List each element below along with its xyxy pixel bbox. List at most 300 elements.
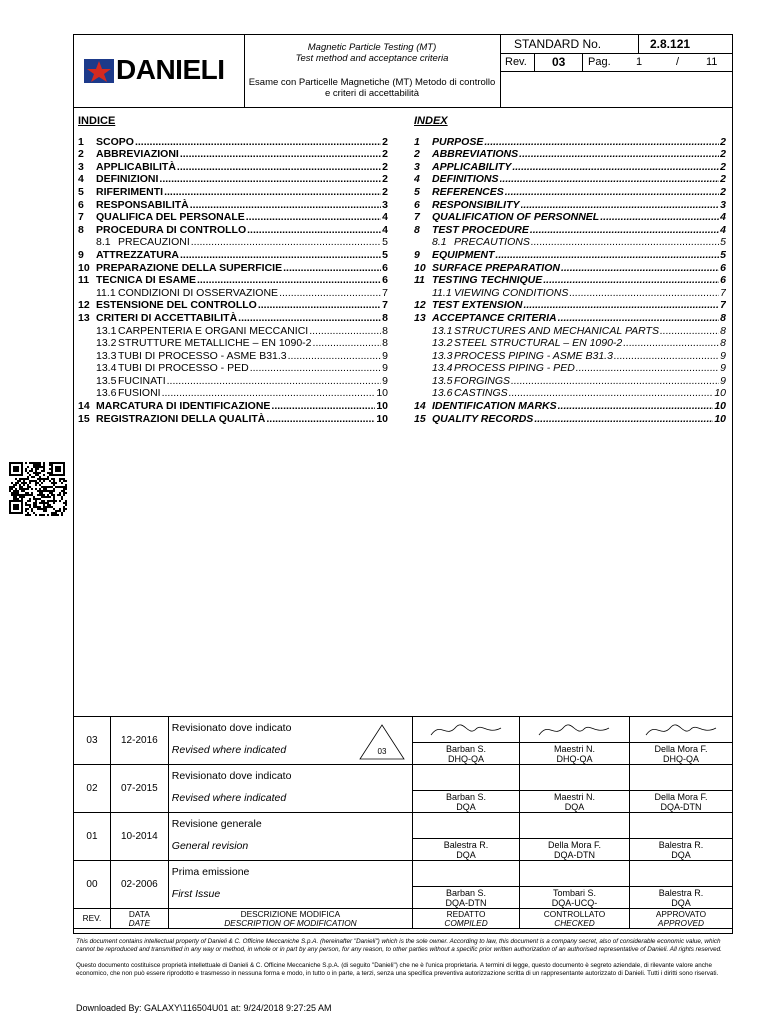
toc-page: 6 bbox=[382, 274, 388, 287]
toc-number: 13.5 bbox=[96, 374, 117, 387]
toc-page: 10 bbox=[376, 400, 388, 413]
toc-label: MARCATURA DI IDENTIFICAZIONE bbox=[96, 400, 271, 413]
revision-row bbox=[74, 717, 733, 743]
signatory-dept: DHQ-QA bbox=[556, 753, 593, 764]
toc-label: EQUIPMENT bbox=[432, 248, 495, 261]
toc-item[interactable] bbox=[78, 249, 388, 262]
toc-number: 4 bbox=[414, 173, 420, 186]
toc-number: 8.1 bbox=[432, 236, 447, 249]
toc-page: 8 bbox=[382, 337, 388, 350]
toc-leader-dots bbox=[623, 337, 719, 350]
signatory-name: Della Mora F. bbox=[547, 839, 601, 850]
toc-item[interactable] bbox=[78, 161, 388, 174]
toc-subitem[interactable] bbox=[78, 350, 388, 363]
toc-label: IDENTIFICATION MARKS bbox=[432, 400, 557, 413]
toc-label: PROCESS PIPING - ASME B31.3 bbox=[454, 349, 613, 362]
toc-page: 4 bbox=[720, 211, 726, 224]
toc-subitem[interactable] bbox=[414, 236, 726, 249]
rev-desc-en: General revision bbox=[171, 840, 249, 852]
toc-number: 14 bbox=[78, 400, 90, 413]
toc-leader-dots bbox=[246, 211, 381, 224]
toc-item[interactable] bbox=[414, 161, 726, 174]
toc-label: SCOPO bbox=[96, 135, 134, 148]
toc-item[interactable] bbox=[414, 262, 726, 275]
revision-table bbox=[73, 716, 733, 929]
toc-page: 4 bbox=[720, 223, 726, 236]
toc-label: FUSIONI bbox=[118, 387, 161, 400]
toc-label: ATTREZZATURA bbox=[96, 248, 180, 261]
toc-page: 10 bbox=[714, 387, 726, 400]
col-desc-it: DESCRIZIONE MODIFICA bbox=[240, 908, 341, 919]
toc-item[interactable] bbox=[414, 224, 726, 237]
toc-subitem[interactable] bbox=[414, 337, 726, 350]
rev-label: Rev. bbox=[505, 56, 527, 68]
toc-page: 2 bbox=[382, 185, 388, 198]
toc-item[interactable] bbox=[78, 211, 388, 224]
toc-leader-dots bbox=[247, 224, 381, 237]
toc-number: 13.2 bbox=[96, 337, 117, 350]
toc-number: 9 bbox=[78, 248, 84, 261]
comp-signature bbox=[413, 717, 520, 743]
toc-number: 13.5 bbox=[432, 374, 453, 387]
comp-signature bbox=[413, 765, 520, 791]
app-signature bbox=[629, 861, 732, 887]
toc-page: 10 bbox=[376, 387, 388, 400]
rev-description bbox=[168, 813, 412, 861]
col-chk-it: CONTROLLATO bbox=[543, 908, 606, 919]
toc-leader-dots bbox=[660, 325, 719, 338]
col-approved bbox=[629, 909, 732, 929]
toc-number: 11 bbox=[414, 274, 425, 287]
signatory-name: Maestri N. bbox=[553, 743, 595, 754]
toc-page: 7 bbox=[720, 286, 726, 299]
toc-page: 10 bbox=[376, 412, 388, 425]
toc-label: PREPARAZIONE DELLA SUPERFICIE bbox=[96, 261, 283, 274]
chk-signature bbox=[520, 861, 630, 887]
signature-icon bbox=[524, 719, 624, 741]
toc-page: 6 bbox=[720, 274, 726, 287]
rev-description bbox=[168, 765, 412, 813]
toc-page: 5 bbox=[382, 236, 388, 249]
rev-desc-it: Revisione generale bbox=[171, 818, 262, 830]
toc-leader-dots bbox=[190, 199, 381, 212]
toc-item[interactable] bbox=[78, 312, 388, 325]
page-number: 1 bbox=[636, 56, 643, 68]
toc-number: 8.1 bbox=[96, 236, 111, 249]
toc-item[interactable] bbox=[78, 173, 388, 186]
signatory-dept: DQA-DTN bbox=[660, 801, 702, 812]
rev-desc-it: Revisionato dove indicato bbox=[171, 722, 292, 734]
rev-desc-en: Revised where indicated bbox=[171, 792, 287, 804]
toc-item[interactable] bbox=[414, 173, 726, 186]
toc-page: 8 bbox=[382, 324, 388, 337]
toc-leader-dots bbox=[167, 375, 382, 388]
rev-desc-it: Prima emissione bbox=[171, 866, 250, 878]
toc-leader-dots bbox=[558, 312, 720, 325]
toc-item[interactable] bbox=[78, 413, 388, 426]
toc-item[interactable] bbox=[414, 249, 726, 262]
rev-description bbox=[168, 861, 412, 909]
toc-item[interactable] bbox=[78, 148, 388, 161]
toc-item[interactable] bbox=[414, 312, 726, 325]
toc-page: 8 bbox=[720, 337, 726, 350]
toc-page: 9 bbox=[720, 349, 726, 362]
toc-page: 2 bbox=[720, 148, 726, 161]
toc-page: 2 bbox=[382, 173, 388, 186]
toc-page: 9 bbox=[382, 349, 388, 362]
toc-label: CARPENTERIA E ORGANI MECCANICI bbox=[118, 324, 309, 337]
toc-leader-dots bbox=[266, 413, 375, 426]
toc-number: 13.6 bbox=[432, 387, 453, 400]
toc-subitem[interactable] bbox=[414, 350, 726, 363]
toc-number: 6 bbox=[414, 198, 420, 211]
toc-number: 9 bbox=[414, 248, 420, 261]
disclaimer-english: This document contains intellectual property of Danieli & C. Officine Meccaniche S.p.A. (hereinafter "Danieli") which is the sole owner. According to law, this document is a company secret, also of considerable economic value, which cannot be reproduced and transmitted in any way or method, in whole or in part by any person, for any reason, to other parties without a specific prior written authorization of an authorised representative of Danieli. All rights reserved. bbox=[76, 938, 722, 953]
col-date bbox=[110, 909, 168, 929]
toc-item[interactable] bbox=[414, 400, 726, 413]
toc-leader-dots bbox=[309, 325, 381, 338]
toc-page: 4 bbox=[382, 211, 388, 224]
toc-page: 3 bbox=[720, 198, 726, 211]
toc-page: 2 bbox=[720, 160, 726, 173]
app-signatory bbox=[629, 743, 732, 765]
toc-page: 5 bbox=[382, 248, 388, 261]
app-signature bbox=[629, 717, 732, 743]
signatory-dept: DQA bbox=[671, 849, 691, 860]
col-chk-en: CHECKED bbox=[554, 917, 595, 928]
standard-label: STANDARD No. bbox=[514, 37, 602, 51]
app-signatory bbox=[629, 791, 732, 813]
signatory-dept: DQA-UCQ- bbox=[551, 897, 598, 908]
toc-item[interactable] bbox=[78, 136, 388, 149]
toc-page: 10 bbox=[714, 400, 726, 413]
rev-number: 00 bbox=[74, 861, 111, 909]
toc-label: TUBI DI PROCESSO - PED bbox=[118, 362, 249, 375]
toc-item[interactable] bbox=[78, 199, 388, 212]
toc-leader-dots bbox=[531, 236, 719, 249]
logo-cell bbox=[74, 35, 245, 107]
rev-date: 12-2016 bbox=[110, 717, 168, 765]
signatory-name: Balestra R. bbox=[658, 887, 704, 898]
toc-number: 15 bbox=[78, 412, 90, 425]
toc-item[interactable] bbox=[414, 211, 726, 224]
toc-item[interactable] bbox=[414, 299, 726, 312]
toc-subitem[interactable] bbox=[414, 287, 726, 300]
col-rev: REV. bbox=[74, 909, 111, 929]
toc-subitem[interactable] bbox=[78, 375, 388, 388]
title-it: Esame con Particelle Magnetiche (MT) Metodo di controllo e criteri di accettabilità bbox=[248, 77, 496, 99]
comp-signatory bbox=[413, 839, 520, 861]
title-en-line1: Magnetic Particle Testing (MT) bbox=[307, 42, 437, 53]
toc-leader-dots bbox=[250, 362, 381, 375]
toc-leader-dots bbox=[534, 413, 713, 426]
toc-number: 15 bbox=[414, 412, 426, 425]
toc-label: RIFERIMENTI bbox=[96, 185, 164, 198]
pag-label: Pag. bbox=[588, 56, 611, 68]
toc-label: CONDIZIONI DI OSSERVAZIONE bbox=[118, 286, 279, 299]
toc-leader-dots bbox=[279, 287, 381, 300]
toc-leader-dots bbox=[180, 249, 381, 262]
index-italian bbox=[78, 115, 388, 425]
toc-label: QUALIFICA DEL PERSONALE bbox=[96, 211, 245, 224]
revision-row bbox=[74, 813, 733, 839]
signatory-name: Della Mora F. bbox=[654, 791, 708, 802]
toc-number: 13.3 bbox=[96, 349, 117, 362]
toc-number: 2 bbox=[78, 148, 84, 161]
toc-list-it bbox=[78, 136, 388, 426]
toc-page: 5 bbox=[720, 236, 726, 249]
toc-page: 4 bbox=[382, 223, 388, 236]
signatory-name: Della Mora F. bbox=[654, 743, 708, 754]
signatory-name: Balestra R. bbox=[443, 839, 489, 850]
toc-page: 8 bbox=[382, 311, 388, 324]
toc-item[interactable] bbox=[414, 136, 726, 149]
toc-label: TEST EXTENSION bbox=[432, 299, 523, 312]
signatory-dept: DQA bbox=[456, 801, 476, 812]
toc-item[interactable] bbox=[414, 413, 726, 426]
index-heading-en: INDEX bbox=[414, 115, 448, 127]
rev-desc-en: First Issue bbox=[171, 888, 221, 900]
toc-item[interactable] bbox=[78, 224, 388, 237]
toc-subitem[interactable] bbox=[78, 337, 388, 350]
toc-leader-dots bbox=[512, 161, 719, 174]
toc-number: 8 bbox=[414, 223, 420, 236]
comp-signatory bbox=[413, 887, 520, 909]
rev-desc-en: Revised where indicated bbox=[171, 744, 287, 756]
toc-number: 3 bbox=[78, 160, 84, 173]
toc-label: PROCESS PIPING - PED bbox=[454, 362, 575, 375]
app-signatory bbox=[629, 839, 732, 861]
toc-label: QUALITY RECORDS bbox=[432, 412, 534, 425]
col-checked bbox=[520, 909, 630, 929]
toc-number: 11 bbox=[78, 274, 90, 287]
toc-label: TEST PROCEDURE bbox=[432, 223, 529, 236]
app-signatory bbox=[629, 887, 732, 909]
toc-label: SURFACE PREPARATION bbox=[432, 261, 560, 274]
toc-number: 13 bbox=[78, 311, 90, 324]
toc-subitem[interactable] bbox=[414, 387, 726, 400]
revision-triangle-icon bbox=[358, 723, 406, 761]
col-comp-en: COMPILED bbox=[444, 917, 488, 928]
toc-label: PURPOSE bbox=[432, 135, 484, 148]
toc-item[interactable] bbox=[414, 186, 726, 199]
comp-signatory bbox=[413, 791, 520, 813]
signatory-dept: DQA bbox=[564, 801, 585, 812]
logo-text: DANIELI bbox=[116, 54, 225, 85]
toc-number: 8 bbox=[78, 223, 84, 236]
col-app-it: APPROVATO bbox=[655, 908, 707, 919]
toc-item[interactable] bbox=[78, 400, 388, 413]
rev-description bbox=[168, 717, 412, 765]
toc-page: 7 bbox=[720, 299, 726, 312]
toc-label: STEEL STRUCTURAL – EN 1090-2 bbox=[454, 337, 623, 350]
document-header bbox=[74, 35, 732, 108]
toc-subitem[interactable] bbox=[78, 236, 388, 249]
toc-leader-dots bbox=[569, 287, 719, 300]
toc-page: 2 bbox=[720, 135, 726, 148]
toc-page: 7 bbox=[382, 286, 388, 299]
chk-signatory bbox=[520, 743, 630, 765]
toc-list-en bbox=[414, 136, 726, 426]
app-signature bbox=[629, 813, 732, 839]
toc-leader-dots bbox=[135, 136, 381, 149]
chk-signatory bbox=[520, 839, 630, 861]
toc-number: 13.3 bbox=[432, 349, 453, 362]
signatory-dept: DHQ-QA bbox=[448, 753, 485, 764]
signature-icon bbox=[416, 719, 516, 741]
toc-number: 2 bbox=[414, 148, 420, 161]
rev-number: 03 bbox=[74, 717, 111, 765]
col-desc-en: DESCRIPTION OF MODIFICATION bbox=[224, 917, 357, 928]
toc-number: 13.6 bbox=[96, 387, 117, 400]
comp-signature bbox=[413, 861, 520, 887]
toc-page: 9 bbox=[382, 362, 388, 375]
rev-date: 02-2006 bbox=[110, 861, 168, 909]
toc-label: RESPONSIBILITY bbox=[432, 198, 520, 211]
toc-page: 7 bbox=[382, 299, 388, 312]
signatory-name: Balestra R. bbox=[658, 839, 704, 850]
signatory-name: Barban S. bbox=[446, 743, 487, 754]
rev-date: 07-2015 bbox=[110, 765, 168, 813]
toc-number: 6 bbox=[78, 198, 84, 211]
toc-page: 2 bbox=[720, 173, 726, 186]
toc-label: RESPONSABILITÀ bbox=[96, 198, 189, 211]
toc-subitem[interactable] bbox=[78, 362, 388, 375]
toc-label: ABBREVIATIONS bbox=[432, 148, 519, 161]
toc-item[interactable] bbox=[414, 199, 726, 212]
download-info: Downloaded By: GALAXY\116504U01 at: 9/24/2018 9:27:25 AM bbox=[76, 1003, 332, 1013]
toc-item[interactable] bbox=[414, 148, 726, 161]
toc-label: VIEWING CONDITIONS bbox=[454, 286, 569, 299]
chk-signatory bbox=[520, 887, 630, 909]
toc-leader-dots bbox=[238, 312, 381, 325]
comp-signatory bbox=[413, 743, 520, 765]
signatory-name: Barban S. bbox=[446, 791, 487, 802]
toc-page: 6 bbox=[382, 261, 388, 274]
toc-number: 12 bbox=[414, 299, 426, 312]
toc-subitem[interactable] bbox=[78, 287, 388, 300]
signatory-dept: DQA bbox=[671, 897, 691, 908]
toc-number: 13.4 bbox=[96, 362, 117, 375]
qr-code bbox=[9, 462, 67, 516]
rev-number: 02 bbox=[74, 765, 111, 813]
toc-item[interactable] bbox=[78, 262, 388, 275]
toc-subitem[interactable] bbox=[414, 325, 726, 338]
toc-page: 2 bbox=[382, 135, 388, 148]
signature-icon bbox=[631, 719, 731, 741]
rev-number: 01 bbox=[74, 813, 111, 861]
toc-number: 13.4 bbox=[432, 362, 453, 375]
toc-label: PROCEDURA DI CONTROLLO bbox=[96, 223, 247, 236]
toc-leader-dots bbox=[523, 299, 719, 312]
toc-leader-dots bbox=[511, 375, 719, 388]
toc-page: 2 bbox=[720, 185, 726, 198]
col-date-it: DATA bbox=[128, 908, 150, 919]
toc-label: QUALIFICATION OF PERSONNEL bbox=[432, 211, 600, 224]
toc-number: 14 bbox=[414, 400, 426, 413]
toc-number: 7 bbox=[414, 211, 420, 224]
toc-page: 6 bbox=[720, 261, 726, 274]
toc-label: FORGINGS bbox=[454, 374, 511, 387]
col-compiled bbox=[413, 909, 520, 929]
toc-label: TECNICA DI ESAME bbox=[96, 274, 196, 287]
toc-leader-dots bbox=[258, 299, 381, 312]
toc-leader-dots bbox=[177, 161, 381, 174]
toc-leader-dots bbox=[159, 173, 381, 186]
toc-item[interactable] bbox=[78, 299, 388, 312]
toc-item[interactable] bbox=[78, 274, 388, 287]
toc-label: CRITERI DI ACCETTABILITÀ bbox=[96, 311, 238, 324]
revision-table-footer bbox=[74, 909, 733, 929]
revision-mark: 03 bbox=[377, 747, 387, 756]
toc-leader-dots bbox=[561, 262, 719, 275]
standard-cell bbox=[500, 35, 732, 107]
signatory-dept: DHQ-QA bbox=[662, 753, 699, 764]
page-total: 11 bbox=[706, 56, 718, 68]
toc-label: REGISTRAZIONI DELLA QUALITÀ bbox=[96, 412, 266, 425]
signatory-name: Barban S. bbox=[446, 887, 487, 898]
toc-page: 9 bbox=[720, 362, 726, 375]
app-signature bbox=[629, 765, 732, 791]
toc-leader-dots bbox=[500, 173, 720, 186]
toc-label: STRUTTURE METALLICHE – EN 1090-2 bbox=[118, 337, 312, 350]
toc-number: 10 bbox=[78, 261, 90, 274]
toc-subitem[interactable] bbox=[78, 387, 388, 400]
toc-number: 12 bbox=[78, 299, 90, 312]
toc-leader-dots bbox=[505, 186, 719, 199]
toc-page: 2 bbox=[382, 160, 388, 173]
toc-page: 8 bbox=[720, 324, 726, 337]
toc-number: 1 bbox=[78, 135, 84, 148]
toc-number: 13.1 bbox=[432, 324, 453, 337]
toc-leader-dots bbox=[484, 136, 719, 149]
toc-leader-dots bbox=[521, 199, 720, 212]
toc-leader-dots bbox=[509, 387, 714, 400]
toc-label: APPLICABILITY bbox=[432, 160, 512, 173]
toc-label: CASTINGS bbox=[454, 387, 508, 400]
toc-number: 10 bbox=[414, 261, 426, 274]
toc-number: 5 bbox=[78, 185, 84, 198]
toc-number: 3 bbox=[414, 160, 420, 173]
toc-leader-dots bbox=[191, 236, 381, 249]
toc-page: 9 bbox=[382, 374, 388, 387]
danieli-logo bbox=[84, 54, 244, 87]
revision-row bbox=[74, 861, 733, 887]
standard-number: 2.8.121 bbox=[650, 37, 691, 51]
toc-subitem[interactable] bbox=[414, 362, 726, 375]
toc-number: 11.1 bbox=[96, 286, 116, 299]
toc-page: 3 bbox=[382, 198, 388, 211]
toc-label: ABBREVIAZIONI bbox=[96, 148, 179, 161]
toc-label: APPLICABILITÀ bbox=[96, 160, 176, 173]
toc-leader-dots bbox=[197, 274, 381, 287]
toc-item[interactable] bbox=[414, 274, 726, 287]
toc-label: TESTING TECHNIQUE bbox=[432, 274, 543, 287]
chk-signature bbox=[520, 717, 630, 743]
signatory-dept: DQA-DTN bbox=[553, 849, 595, 860]
chk-signatory bbox=[520, 791, 630, 813]
signatory-dept: DQA-DTN bbox=[445, 897, 487, 908]
revision-row bbox=[500, 53, 732, 72]
rev-desc-it: Revisionato dove indicato bbox=[171, 770, 292, 782]
toc-subitem[interactable] bbox=[414, 375, 726, 388]
col-date-en: DATE bbox=[128, 917, 151, 928]
signatory-dept: DQA bbox=[456, 849, 476, 860]
danieli-star-icon bbox=[84, 59, 114, 83]
toc-leader-dots bbox=[530, 224, 719, 237]
toc-subitem[interactable] bbox=[78, 325, 388, 338]
toc-item[interactable] bbox=[78, 186, 388, 199]
